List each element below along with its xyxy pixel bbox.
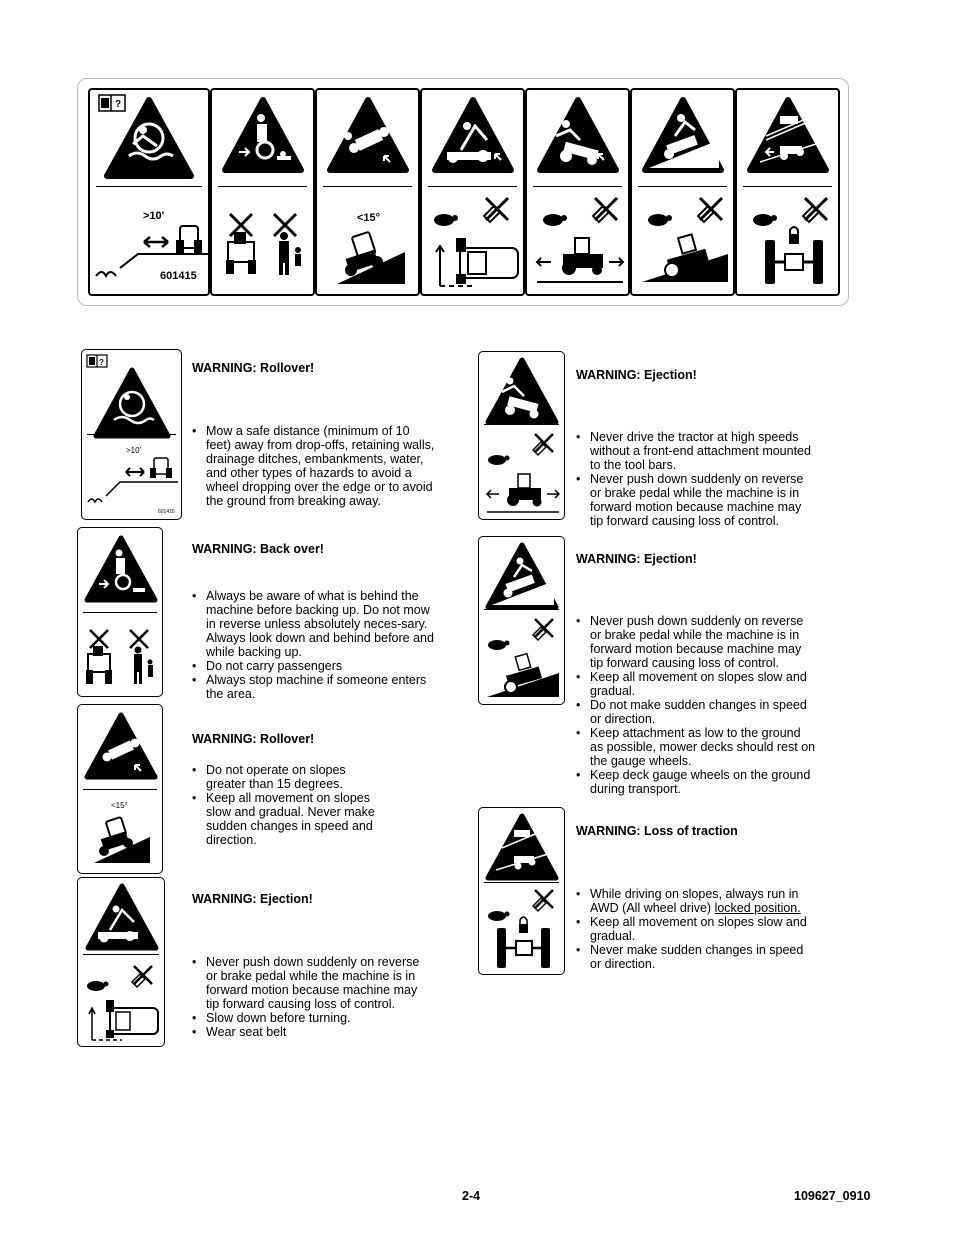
warning-bullet: • Mow a safe distance (minimum of 10 feet) away from drop-offs, retaining walls, drainage ditches, embankments, water, and other types of hazards to avoid a wheel dropping over the edge or to avoid the ground from breaking away. xyxy=(192,424,437,508)
distance-label: >10' xyxy=(143,210,165,222)
ejection-hazard-icon xyxy=(641,96,725,174)
svg-text:?: ? xyxy=(115,99,122,110)
part-number: 601415 xyxy=(160,270,197,282)
icon-card-ejection-slopes xyxy=(478,536,565,705)
distance-label: >10' xyxy=(126,446,142,455)
awd-lock-icon xyxy=(743,190,837,290)
warning-bullet: • Always stop machine if someone enters the area. xyxy=(192,673,437,701)
drowning-hazard-icon xyxy=(103,96,195,180)
warning-bullet: • While driving on slopes, always run in AWD (All wheel drive) locked position. xyxy=(576,887,816,915)
slope-limit-icon xyxy=(92,813,152,865)
warning-bullet: • Do not carry passengers xyxy=(192,659,437,673)
warning-heading: WARNING: Ejection! xyxy=(576,368,697,382)
ejection-hazard-icon xyxy=(484,541,560,611)
ejection-hazard-icon xyxy=(431,96,515,174)
warning-text-ejection-turning xyxy=(192,892,432,1039)
slow-turn-icon xyxy=(426,190,522,290)
loss-of-traction-hazard-icon xyxy=(746,96,830,174)
no-passengers-icon xyxy=(82,624,160,690)
ejection-hazard-icon xyxy=(484,356,560,426)
decal-panel-rollover-slope xyxy=(315,88,420,296)
icon-card-traction xyxy=(478,807,565,975)
slope-label: <15° xyxy=(111,801,128,810)
rollover-hazard-icon xyxy=(326,96,410,174)
icon-card-back-over xyxy=(77,527,163,697)
warning-heading: WARNING: Rollover! xyxy=(192,361,315,375)
svg-text:?: ? xyxy=(99,358,104,367)
warning-text-ejection-speed xyxy=(576,368,816,528)
warning-text-rollover-slope xyxy=(192,732,382,847)
safety-decal-strip xyxy=(77,78,849,306)
no-passengers-icon xyxy=(222,208,308,280)
back-over-hazard-icon xyxy=(221,96,305,174)
page-number: 2-4 xyxy=(462,1189,481,1203)
ejection-hazard-icon xyxy=(84,882,160,952)
warning-heading: WARNING: Ejection! xyxy=(576,552,697,566)
part-number: 601415 xyxy=(158,509,175,515)
drowning-hazard-icon xyxy=(92,366,172,440)
decal-panel-ejection-turning xyxy=(420,88,525,296)
ejection-hazard-icon xyxy=(536,96,620,174)
warning-bullet: • Never push down suddenly on reverse or brake pedal while the machine is in forward motion because machine may tip forward causing loss of control. xyxy=(576,614,816,670)
slow-speed-icon xyxy=(483,430,563,516)
warning-bullet: • Wear seat belt xyxy=(192,1025,432,1039)
loss-of-traction-hazard-icon xyxy=(484,812,560,882)
slow-on-slope-icon xyxy=(638,190,732,290)
icon-card-ejection-speed xyxy=(478,351,565,520)
decal-panel-rollover-distance xyxy=(88,88,210,296)
icon-card-ejection-turning xyxy=(77,877,165,1047)
warning-bullet: • Keep all movement on slopes slow and gradual. xyxy=(576,915,816,943)
warning-text-ejection-slopes xyxy=(576,552,816,796)
warning-bullet: • Never push down suddenly on reverse or brake pedal while the machine is in forward motion because machine may tip forward causing loss of control. xyxy=(192,955,432,1011)
decal-panel-ejection-slopes xyxy=(630,88,735,296)
icon-card-rollover-slope xyxy=(77,704,163,874)
slow-on-slope-icon xyxy=(483,615,563,701)
slow-speed-icon xyxy=(533,190,627,290)
warning-bullet: • Do not make sudden changes in speed or direction. xyxy=(576,698,816,726)
warning-bullet: • Keep all movement on slopes slow and gradual. xyxy=(576,670,816,698)
back-over-hazard-icon xyxy=(83,534,159,604)
warning-bullet: • Always be aware of what is behind the machine before backing up. Do not mow in reverse unless absolutely neces-sary. Always look down and behind before and while backing up. xyxy=(192,589,437,659)
warning-bullet: • Do not operate on slopes greater than 15 degrees. xyxy=(192,763,382,791)
warning-heading: WARNING: Back over! xyxy=(192,542,324,556)
warning-bullet: • Slow down before turning. xyxy=(192,1011,432,1025)
warning-text-traction xyxy=(576,824,816,971)
warning-heading: WARNING: Ejection! xyxy=(192,892,313,906)
drop-off-distance-icon xyxy=(86,454,178,508)
rollover-hazard-icon xyxy=(83,711,159,781)
slope-label: <15° xyxy=(357,212,381,224)
document-number: 109627_0910 xyxy=(794,1189,871,1203)
icon-card-rollover-distance xyxy=(81,349,182,520)
warning-text-rollover-distance xyxy=(192,361,437,508)
awd-lock-icon xyxy=(483,886,563,972)
warning-bullet: • Never make sudden changes in speed or direction. xyxy=(576,943,816,971)
decal-panel-ejection-speed xyxy=(525,88,630,296)
warning-bullet: • Keep attachment as low to the ground as possible, mower decks should rest on the gauge wheels. xyxy=(576,726,816,768)
slope-limit-icon xyxy=(335,228,407,286)
locked-position-text: locked position. xyxy=(714,901,801,915)
warning-bullet: • Never push down suddenly on reverse or brake pedal while the machine is in forward motion because machine may tip forward causing loss of control. xyxy=(576,472,816,528)
warning-text-back-over xyxy=(192,542,437,701)
warning-heading: WARNING: Rollover! xyxy=(192,732,315,746)
warning-heading: WARNING: Loss of traction xyxy=(576,824,738,838)
warning-bullet: • Keep all movement on slopes slow and gradual. Never make sudden changes in speed and direction. xyxy=(192,791,382,847)
warning-bullet: • Never drive the tractor at high speeds without a front-end attachment mounted to the tool bars. xyxy=(576,430,816,472)
decal-panel-traction xyxy=(735,88,840,296)
warning-bullet: • Keep deck gauge wheels on the ground during transport. xyxy=(576,768,816,796)
decal-panel-back-over xyxy=(210,88,315,296)
slow-turn-icon xyxy=(82,960,162,1044)
